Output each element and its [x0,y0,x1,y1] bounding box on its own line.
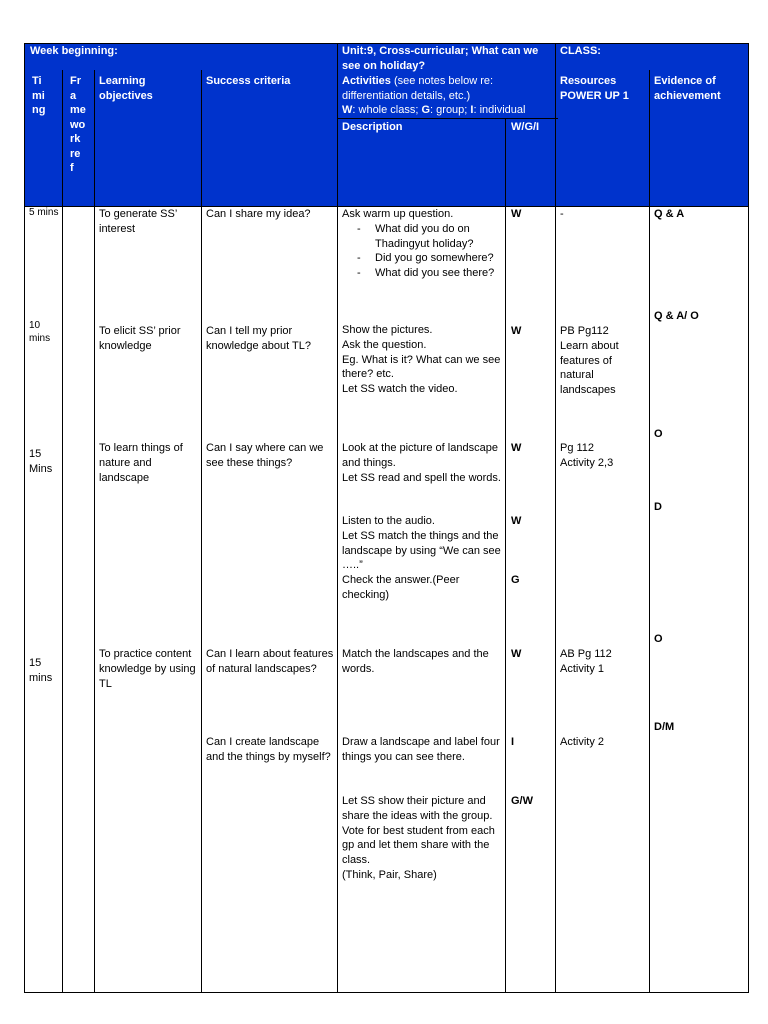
list-item: - What did you do on Thadingyut holiday? [342,222,504,252]
grid-line [62,70,63,993]
row4-resources-a: AB Pg 112 Activity 1 [560,648,612,675]
class-label: CLASS: [560,45,601,57]
row3-evidence-a: O [654,428,663,440]
row2-evidence: Q & A/ O [654,310,699,322]
list-item: - What did you see there? [342,266,504,281]
success-criteria-header: Success criteria [206,75,291,87]
row1-description [342,207,504,281]
activities-note: (see notes below re: differentiation details, etc.) [342,75,494,102]
row3-description-b: Listen to the audio. Let SS match the things and the landscape by using “We can see …..” Check the answer.(Peer checking) [342,515,501,601]
grid-line [94,70,95,993]
g-text: : group; [430,104,471,116]
row4-resources-b: Activity 2 [560,736,605,748]
row3-wgi-a: W [511,442,522,454]
grid-line [748,43,749,993]
grid-line [337,43,338,993]
unit-text: Unit:9, Cross-curricular; What can we see on holiday? [342,45,539,72]
i-label: I [470,104,474,116]
row4-timing: 15 mins [29,657,53,684]
grid-line [505,118,506,993]
w-text: : whole class; [352,104,422,116]
row1-wgi: W [511,208,522,220]
row2-resources: PB Pg112 Learn about features of natural landscapes [560,325,619,397]
row1-description-intro: Ask warm up question. [342,208,454,220]
row3-objective: To learn things of nature and landscape [99,442,183,484]
row1-timing: 5 mins [29,207,59,218]
row4-description-b: Draw a landscape and label four things you can see there. [342,736,500,763]
row3-evidence-b: D [654,501,662,513]
row1-evidence: Q & A [654,208,685,220]
row2-timing: 10 mins [29,320,51,344]
row1-objective: To generate SS’ interest [99,208,177,235]
description-header: Description [342,121,403,133]
row4-evidence-b: D/M [654,721,675,733]
grid-line [337,118,558,119]
row3-wgi-b1: W [511,515,522,527]
row3-resources: Pg 112 Activity 2,3 [560,442,614,469]
learning-objectives-header: Learning objectives [99,75,153,102]
unit-title [342,44,550,73]
row2-wgi: W [511,325,522,337]
list-item: - Did you go somewhere? [342,251,504,266]
w-label: W [342,104,353,116]
row4-criteria-b: Can I create landscape and the things by myself? [206,736,331,763]
row1-question-list [342,222,504,281]
row1-resources: - [560,208,564,220]
grid-line [555,43,556,993]
wgi-header: W/G/I [511,121,540,133]
activities-label: Activities [342,75,391,87]
row4-wgi-b: I [511,736,515,748]
row4-criteria-a: Can I learn about features of natural landscapes? [206,648,334,675]
resources-header: Resources POWER UP 1 [560,75,629,102]
row4-description-c: Let SS show their picture and share the ideas with the group. Vote for best student from each gp and let them share with the class. (Think, Pair, Share) [342,795,495,881]
row4-objective: To practice content knowledge by using TL [99,648,196,690]
row2-criteria: Can I tell my prior knowledge about TL? [206,325,311,352]
evidence-header: Evidence of achievement [654,75,721,102]
row3-description-a: Look at the picture of landscape and things. Let SS read and spell the words. [342,442,501,484]
week-beginning-label: Week beginning: [30,45,118,57]
row1-criteria: Can I share my idea? [206,208,311,220]
grid-line [24,992,749,993]
g-label: G [421,104,431,116]
row4-wgi-c: G/W [511,795,533,807]
timing-header: Ti mi ng [32,75,46,116]
row4-evidence-a: O [654,633,663,645]
grid-line [649,70,650,993]
framework-ref-header: Fr a me wo rk re f [70,75,86,174]
i-text: : individual [473,104,526,116]
row4-description-a: Match the landscapes and the words. [342,648,489,675]
row2-objective: To elicit SS’ prior knowledge [99,325,181,352]
row3-timing: 15 Mins [29,448,53,475]
row3-wgi-b2: G [511,574,520,586]
grid-line [201,70,202,993]
row3-criteria: Can I say where can we see these things? [206,442,324,469]
activities-header [342,74,552,118]
row2-description: Show the pictures. Ask the question. Eg. What is it? What can we see there? etc. Let SS watch the video. [342,324,501,396]
row4-wgi-a: W [511,648,522,660]
grid-line [24,43,25,993]
